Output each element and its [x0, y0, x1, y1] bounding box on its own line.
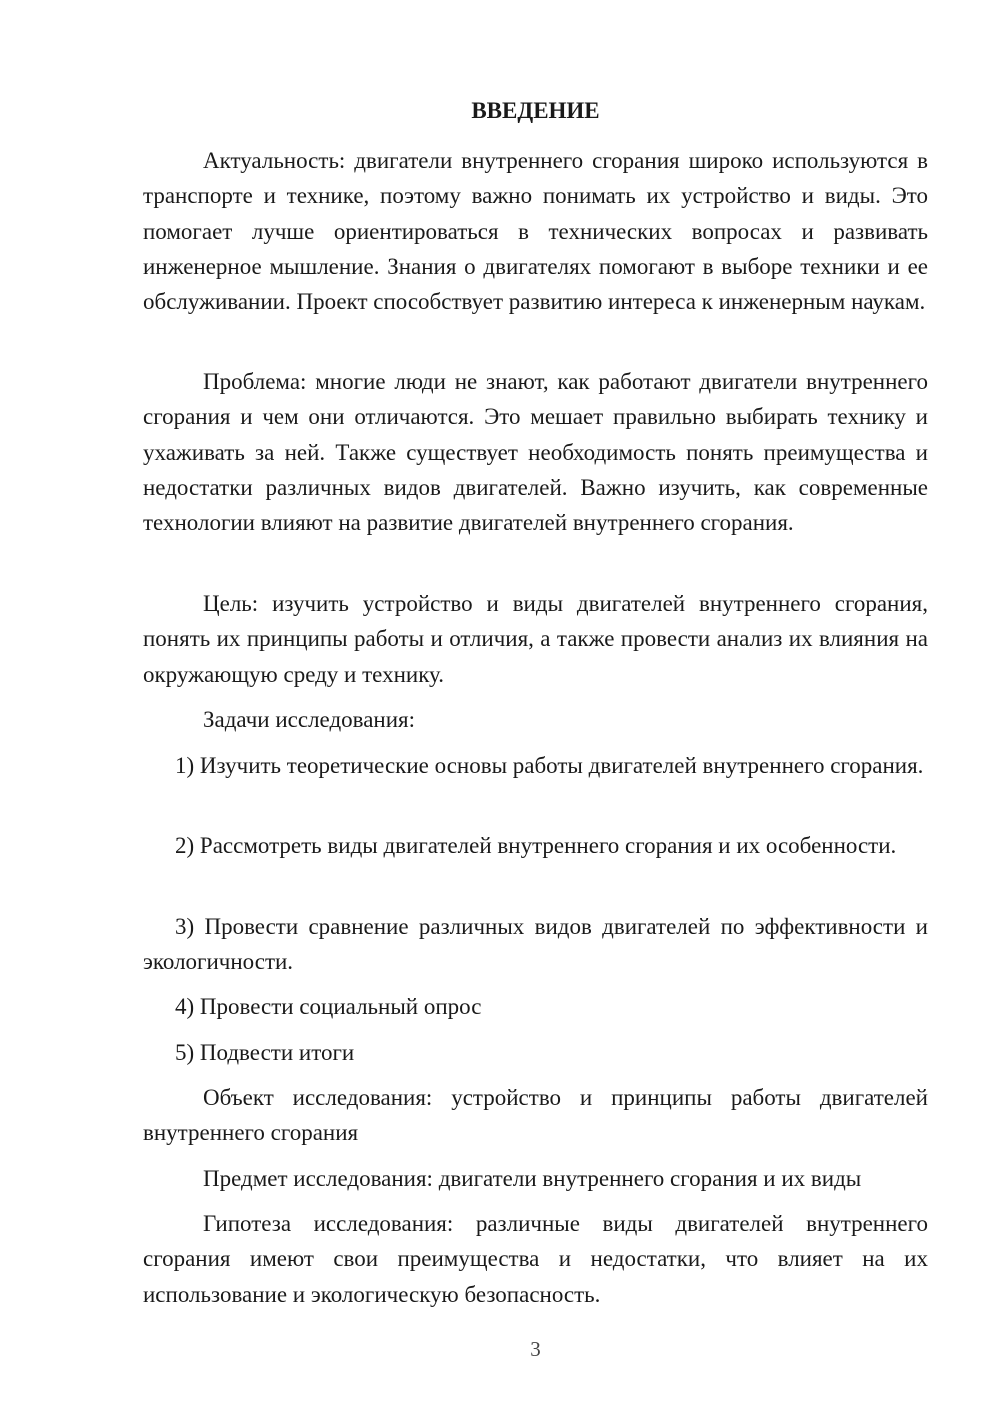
task-item: 1) Изучить теоретические основы работы двигателей внутреннего сгорания. — [175, 753, 924, 778]
relevance-paragraph: Актуальность: двигатели внутреннего сгорания широко используются в транспорте и технике, поэтому важно понимать их устройство и виды. Это помогает лучше ориентироваться в технических вопросах и развивать инженерное мышление. Знания о двигателях помогают в выборе техники и ее обслуживании. Проект способствует развитию интереса к инженерным наукам. — [143, 148, 928, 315]
object-paragraph: Объект исследования: устройство и принципы работы двигателей внутреннего сгорания — [143, 1085, 928, 1146]
problem-paragraph: Проблема: многие люди не знают, как работают двигатели внутреннего сгорания и чем они отличаются. Это мешает правильно выбирать технику и ухаживать за ней. Также существует необходимость понять преимущества и недостатки различных видов двигателей. Важно изучить, как современные технологии влияют на развитие двигателей внутреннего сгорания. — [143, 369, 928, 536]
task-item: 4) Провести социальный опрос — [175, 994, 482, 1019]
task-item: 2) Рассмотреть виды двигателей внутреннего сгорания и их особенности. — [175, 833, 897, 858]
page-title: ВВЕДЕНИЕ — [471, 98, 600, 123]
tasks-heading: Задачи исследования: — [203, 707, 416, 732]
goal-paragraph: Цель: изучить устройство и виды двигателей внутреннего сгорания, понять их принципы работы и отличия, а также провести анализ их влияния на окружающую среду и технику. — [143, 591, 928, 687]
task-item: 3) Провести сравнение различных видов двигателей по эффективности и экологичности. — [143, 914, 928, 975]
subject-paragraph: Предмет исследования: двигатели внутреннего сгорания и их виды — [203, 1166, 862, 1191]
page-number: 3 — [530, 1337, 541, 1361]
hypothesis-paragraph: Гипотеза исследования: различные виды двигателей внутреннего сгорания имеют свои преимущества и недостатки, что влияет на их использование и экологическую безопасность. — [143, 1211, 928, 1307]
task-item: 5) Подвести итоги — [175, 1040, 355, 1065]
